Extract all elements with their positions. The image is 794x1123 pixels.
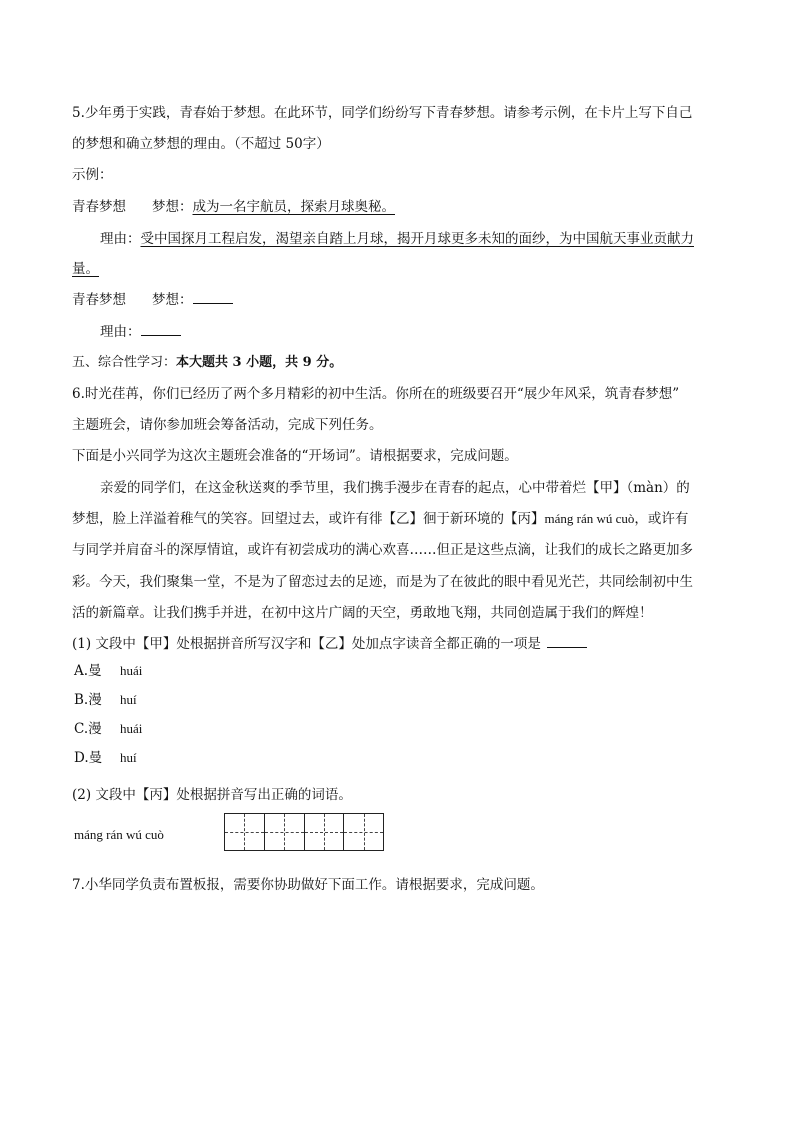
q6-sub1-blank[interactable] bbox=[547, 635, 587, 648]
q7-line1: 7.小华同学负责布置板报，需要你协助做好下面工作。请根据要求，完成问题。 bbox=[72, 877, 544, 893]
q6-para2-pinyin: máng rán wú cuò bbox=[544, 511, 635, 526]
grid-cell[interactable] bbox=[305, 814, 345, 850]
q6-para2 bbox=[72, 510, 688, 528]
option-b[interactable] bbox=[74, 691, 137, 709]
option-d-pinyin: huí bbox=[120, 750, 137, 765]
option-a[interactable] bbox=[74, 662, 142, 680]
reason-example-2: 量。 bbox=[72, 261, 99, 277]
section5-title-plain: 五、综合性学习： bbox=[72, 355, 177, 370]
dream-blank[interactable] bbox=[193, 291, 233, 304]
example-dream-row bbox=[72, 198, 395, 216]
dream-example: 成为一名宇航员，探索月球奥秘。 bbox=[192, 199, 395, 215]
option-c[interactable] bbox=[74, 720, 142, 738]
reason-example-cont bbox=[72, 260, 99, 278]
q6-para2-a: 梦想，脸上洋溢着稚气的笑容。回望过去，或许有徘【乙】徊于新环境的【丙】 bbox=[72, 511, 545, 527]
dream-label: 梦想： bbox=[152, 199, 193, 215]
grid-pinyin-label: máng rán wú cuò bbox=[74, 827, 164, 842]
grid-cell[interactable] bbox=[265, 814, 305, 850]
q6-sub1 bbox=[72, 635, 587, 653]
q6-para2-b: ，或许有 bbox=[634, 511, 689, 527]
q6-para4: 彩。今天，我们聚集一堂，不是为了留恋过去的足迹，而是为了在彼此的眼中看见光芒，共同绘制初中生 bbox=[72, 574, 693, 590]
option-c-pinyin: huái bbox=[120, 721, 143, 736]
card-label-answer: 青春梦想 bbox=[72, 292, 126, 308]
reason-blank[interactable] bbox=[141, 323, 181, 336]
grid-cell[interactable] bbox=[225, 814, 265, 850]
section5-title bbox=[72, 354, 342, 372]
section5-title-bold: 本大题共 3 小题，共 9 分。 bbox=[176, 355, 343, 370]
q6-para5: 活的新篇章。让我们携手并进，在初中这片广阔的天空，勇敢地飞翔，共同创造属于我们的辉煌！ bbox=[72, 605, 653, 621]
example-label: 示例： bbox=[72, 167, 113, 183]
reason-label: 理由： bbox=[100, 231, 141, 247]
grid-cell[interactable] bbox=[344, 814, 383, 850]
answer-reason-row bbox=[100, 323, 181, 341]
q6-line2: 主题班会，请你参加班会筹备活动，完成下列任务。 bbox=[72, 417, 383, 433]
writing-grid[interactable] bbox=[224, 813, 384, 851]
card-label: 青春梦想 bbox=[72, 199, 126, 215]
option-c-letter: C.漫 bbox=[74, 721, 102, 737]
example-reason-row bbox=[100, 230, 694, 248]
option-b-pinyin: huí bbox=[120, 692, 137, 707]
q5-line1: 5.少年勇于实践，青春始于梦想。在此环节，同学们纷纷写下青春梦想。请参考示例，在卡片上写下自己 bbox=[72, 105, 693, 121]
option-d-letter: D.曼 bbox=[74, 750, 103, 766]
q6-para1: 亲爱的同学们，在这金秋送爽的季节里，我们携手漫步在青春的起点，心中带着烂【甲】（màn）的 bbox=[100, 480, 690, 496]
q5-line2: 的梦想和确立梦想的理由。（不超过 50字） bbox=[72, 136, 330, 152]
q6-line1: 6.时光荏苒，你们已经历了两个多月精彩的初中生活。你所在的班级要召开“展少年风采，筑青春梦想” bbox=[72, 386, 680, 402]
q6-para3: 与同学并肩奋斗的深厚情谊，或许有初尝成功的满心欢喜……但正是这些点滴，让我们的成长之路更加多 bbox=[72, 542, 693, 558]
option-b-letter: B.漫 bbox=[74, 692, 102, 708]
q6-sub1-text: (1) 文段中【甲】处根据拼音所写汉字和【乙】处加点字读音全都正确的一项是 bbox=[72, 636, 541, 652]
q6-sub2: (2) 文段中【丙】处根据拼音写出正确的词语。 bbox=[72, 787, 352, 803]
reason-example-1: 受中国探月工程启发，渴望亲自踏上月球，揭开月球更多未知的面纱，为中国航天事业贡献力 bbox=[140, 231, 694, 247]
option-a-pinyin: huái bbox=[120, 663, 143, 678]
answer-dream-row bbox=[72, 291, 233, 309]
option-d[interactable] bbox=[74, 749, 137, 767]
reason-label-answer: 理由： bbox=[100, 324, 141, 340]
q6-line3: 下面是小兴同学为这次主题班会准备的“开场词”。请根据要求，完成问题。 bbox=[72, 448, 518, 464]
option-a-letter: A.曼 bbox=[74, 663, 102, 679]
dream-label-answer: 梦想： bbox=[152, 292, 193, 308]
